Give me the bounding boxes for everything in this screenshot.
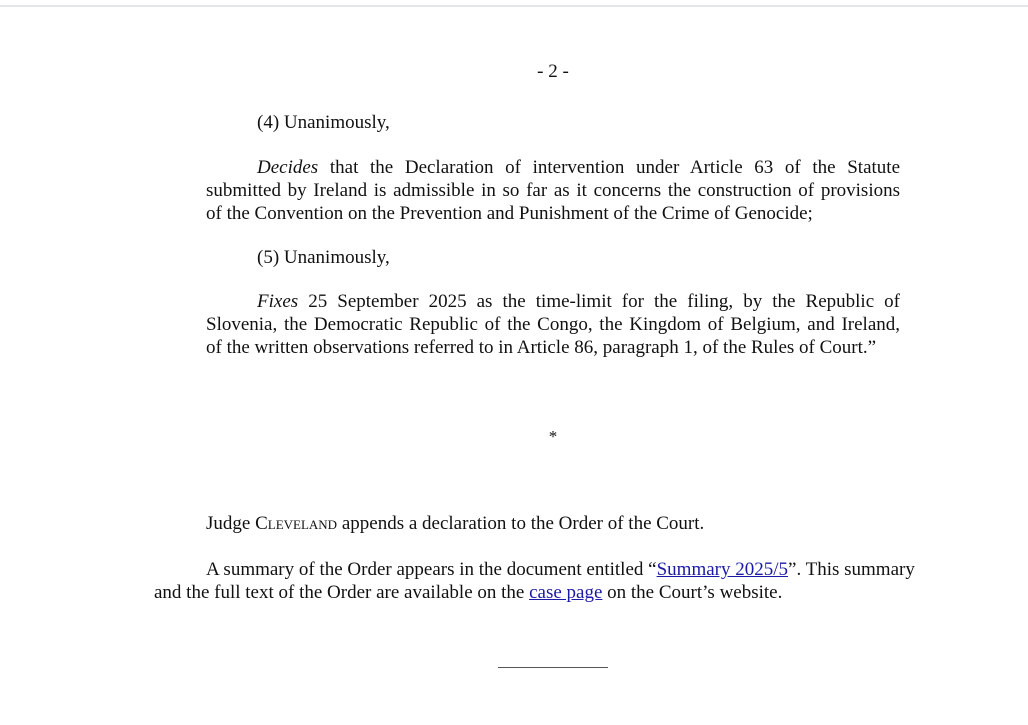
clause-5-paragraph [206, 290, 900, 359]
clause-4-line-3: of the Convention on the Prevention and Punishment of the Crime of Genocide; [206, 203, 813, 224]
clause-4-lead: Decides [257, 157, 319, 178]
closing-rule [498, 667, 608, 668]
judge-name: Cleveland [255, 513, 338, 534]
clause-4-line-2: submitted by Ireland is admissible in so far as it concerns the construction of provisions [206, 180, 900, 201]
summary-line-2: and the full text of the Order are available on the case page on the Court’s website. [154, 582, 783, 603]
summary-line-1: A summary of the Order appears in the document entitled “Summary 2025/5”. This summary [206, 559, 915, 580]
section-separator: * [548, 427, 558, 446]
clause-5-lead: Fixes [257, 291, 299, 312]
declaration-line: Judge Cleveland appends a declaration to the Order of the Court. [206, 513, 705, 534]
clause-4-heading: (4) Unanimously, [257, 112, 390, 133]
clause-5-line-3: of the written observations referred to in Article 86, paragraph 1, of the Rules of Court.” [206, 337, 877, 358]
clause-4-line-1: Decides that the Declaration of intervention under Article 63 of the Statute [257, 157, 901, 178]
clause-5-line-1: Fixes 25 September 2025 as the time-limit for the filing, by the Republic of [257, 291, 901, 312]
top-border [0, 5, 1028, 7]
case-page-link[interactable]: case page [529, 582, 603, 603]
clause-5-heading: (5) Unanimously, [257, 247, 390, 268]
clause-5-line-2: Slovenia, the Democratic Republic of the Congo, the Kingdom of Belgium, and Ireland, [206, 314, 900, 335]
clause-4-paragraph [206, 156, 900, 225]
summary-link[interactable]: Summary 2025/5 [656, 559, 789, 580]
page-number: - 2 - [537, 61, 569, 82]
